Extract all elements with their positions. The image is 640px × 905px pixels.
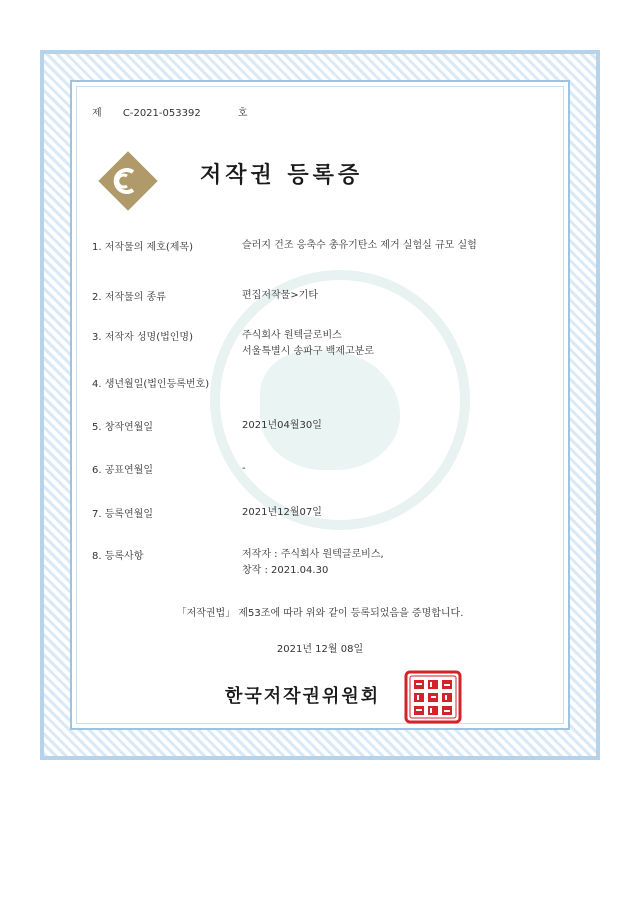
field-value: 2021년12월07일 (242, 507, 322, 518)
field-label: 7. 등록연월일 (92, 509, 154, 520)
field-value: - (242, 463, 246, 474)
certificate-number-suffix: 호 (237, 108, 248, 119)
field-value-address: 서울특별시 송파구 백제고분로 (242, 346, 374, 357)
field-value: 주식회사 원텍글로비스 (242, 330, 342, 341)
field-value: 2021년04월30일 (242, 420, 322, 431)
field-label: 5. 창작연월일 (92, 422, 154, 433)
field-value: 저작자 : 주식회사 원텍글로비스, (242, 549, 384, 560)
certificate-number (92, 104, 258, 119)
field-value: 편집저작물>기타 (242, 290, 318, 301)
issuer-name: 한국저작권위원회 (225, 686, 381, 707)
copyright-commission-logo (97, 150, 159, 212)
field-label: 3. 저작자 성명(법인명) (92, 332, 193, 343)
issue-date: 2021년 12월 08일 (276, 644, 364, 655)
field-value: 슬러지 건조 응축수 총유기탄소 제거 실험실 규모 실험 (242, 240, 477, 251)
field-label: 4. 생년월일(법인등록번호) (92, 379, 210, 390)
field-label: 2. 저작물의 종류 (92, 292, 166, 303)
certificate-title: 저작권 등록증 (200, 163, 364, 188)
field-label: 8. 등록사항 (92, 551, 144, 562)
certificate-number-value: C-2021-053392 (122, 108, 201, 119)
official-seal-stamp (404, 670, 462, 724)
field-value-creation: 창작 : 2021.04.30 (242, 565, 329, 576)
field-label: 1. 저작물의 제호(제목) (92, 242, 193, 253)
field-label: 6. 공표연월일 (92, 465, 154, 476)
certificate-number-prefix: 제 (92, 108, 102, 119)
certification-statement: 「저작권법」 제53조에 따라 위와 같이 등록되었음을 증명합니다. (176, 608, 464, 619)
